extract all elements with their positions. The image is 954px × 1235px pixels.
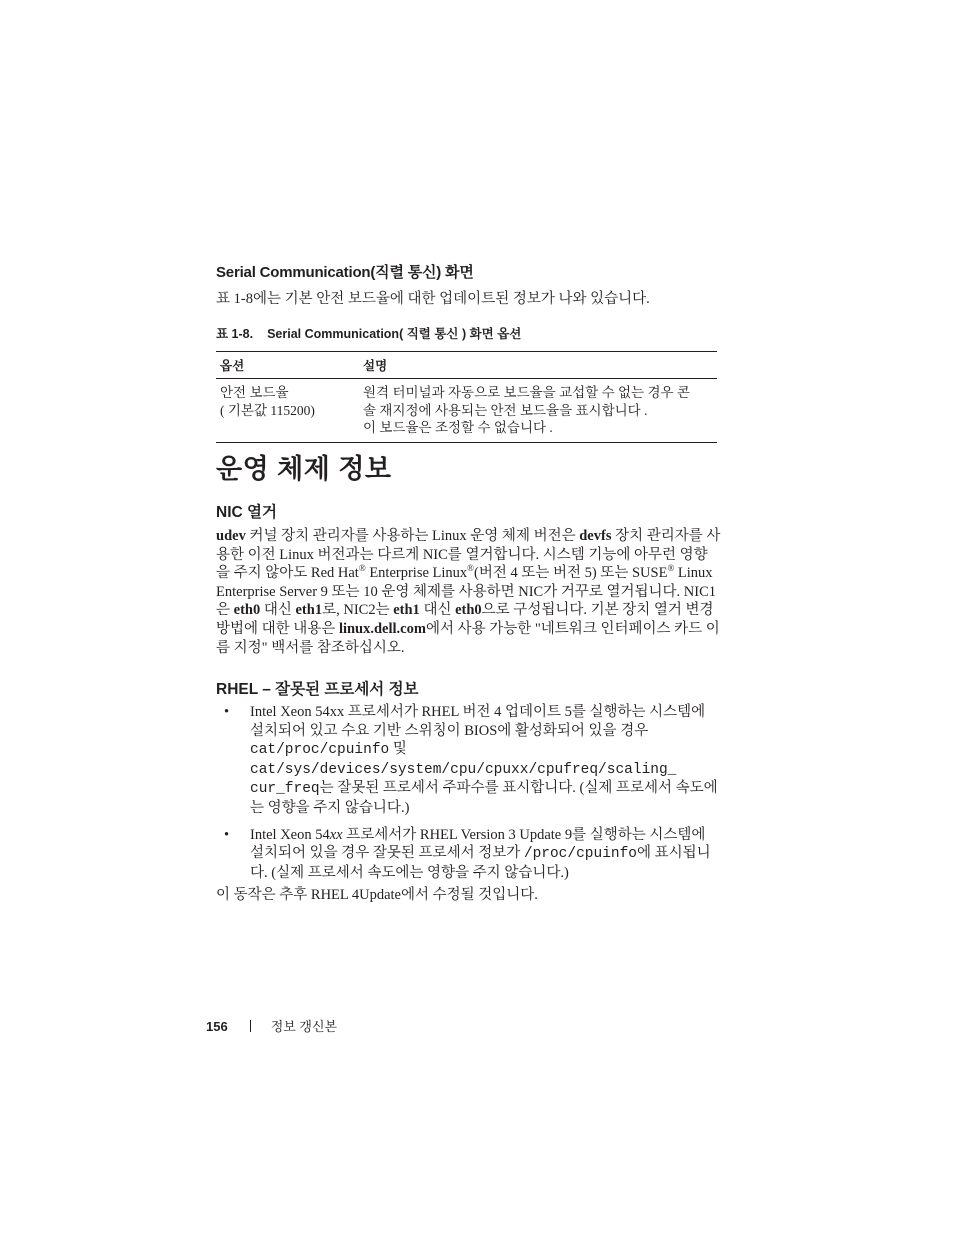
table-row [216,379,717,443]
bullet-italic: xx [329,826,343,843]
description-line: 원격 터미널과 자동으로 보드율을 교섭할 수 없는 경우 콘 [363,385,690,400]
nic-text: 에서 사용 가능한 "네트워크 인터페이스 카드 이름 지정" 백서를 참조하십시오. [216,620,720,656]
bullet-text: 에 표시됩니다. (실제 프로세서 속도에는 영향을 주지 않습니다.) [250,845,711,881]
nic-text: (버전 4 또는 버전 5) 또는 SUSE [474,565,668,582]
nic-text: Enterprise Linux [365,565,468,582]
code-cpuinfo: cat/proc/cpuinfo [250,742,390,759]
section-heading: Serial Communication(직렬 통신) 화면 [216,264,474,281]
nic-text: Linux Enterprise Server 9 또는 10 운영 체제를 사용하면 NIC가 거꾸로 열거됩니다. NIC1은 [216,565,717,619]
code-proc-cpuinfo: /proc/cpuinfo [523,846,637,863]
rhel-bullet-list [216,703,721,882]
eth0-term: eth0 [233,602,261,619]
eth1-term: eth1 [295,602,323,619]
registered-mark: ® [358,563,366,574]
nic-text: 로, NIC2는 [322,602,394,619]
registered-mark: ® [667,563,675,574]
list-item [216,826,721,883]
eth0-term: eth0 [455,602,482,619]
registered-mark: ® [467,563,475,574]
footer-divider [250,1020,251,1032]
options-table [216,351,717,443]
dell-link[interactable]: linux.dell.com [338,620,426,637]
option-default: ( 기본값 115200) [220,402,315,418]
nic-text: 대신 [419,602,456,619]
option-cell [216,379,359,443]
nic-text: 으로 구성됩니다. 기본 장치 열거 변경 방법에 대한 내용은 [216,602,714,637]
description-line: 이 보드율은 조정할 수 없습니다 . [363,420,553,435]
table-header-row [216,352,717,379]
udev-term: udev [216,528,246,544]
nic-heading: NIC 열거 [216,504,277,521]
table-caption [216,324,521,342]
header-description: 설명 [359,352,717,379]
nic-text: 대신 [260,602,296,619]
description-line: 솔 재지정에 사용되는 안전 보드율을 표시합니다 . [363,402,648,418]
nic-paragraph [216,527,721,657]
rhel-heading: RHEL – 잘못된 프로세서 정보 [216,681,419,698]
description-cell [359,379,717,443]
bullet-text: Intel Xeon 54xx 프로세서가 RHEL 버전 4 업데이트 5를 실행하는 시스템에 설치되어 있고 수요 기반 스위칭이 BIOS에 활성화되어 있을 경우 [250,704,706,739]
bullet-text: 프로세서가 RHEL Version 3 Update 9를 실행하는 시스템에 설치되어 있을 경우 잘못된 프로세서 정보가 [250,826,706,862]
closing-note: 이 동작은 추후 RHEL 4Update에서 수정될 것입니다. [216,887,538,903]
page-number: 156 [206,1019,228,1034]
list-item [216,703,721,818]
option-name: 안전 보드율 [220,385,289,400]
intro-text: 표 1-8에는 기본 안전 보드율에 대한 업데이트된 정보가 나와 있습니다. [216,291,650,307]
header-option: 옵션 [216,352,359,379]
page-footer [206,1016,337,1035]
bullet-marker: • [224,826,230,843]
footer-title: 정보 갱신본 [270,1019,338,1034]
nic-text: 커널 장치 관리자를 사용하는 Linux 운영 체제 버전은 [245,528,580,544]
code-scaling-cur-freq: cat/sys/devices/system/cpu/cpuxx/cpufreq/scaling_ cur_freq [250,761,677,798]
bullet-text: 및 [389,741,407,758]
bullet-text: Intel Xeon 54 [250,826,330,843]
chapter-heading: 운영 체제 정보 [216,454,392,484]
bullet-marker: • [224,704,230,720]
table-caption-label: 표 1-8. [216,327,254,341]
eth1-term: eth1 [393,602,420,619]
table-caption-title: Serial Communication( 직렬 통신 ) 화면 옵션 [267,327,522,341]
bullet-text: 는 잘못된 프로세서 주파수를 표시합니다. (실제 프로세서 속도에는 영향을 주지 않습니다.) [250,780,718,816]
nic-text: 장치 관리자를 사용한 이전 Linux 버전과는 다르게 NIC를 열거합니다. 시스템 기능에 아무런 영향을 주지 않아도 Red Hat [216,528,721,582]
devfs-term: devfs [579,528,612,544]
